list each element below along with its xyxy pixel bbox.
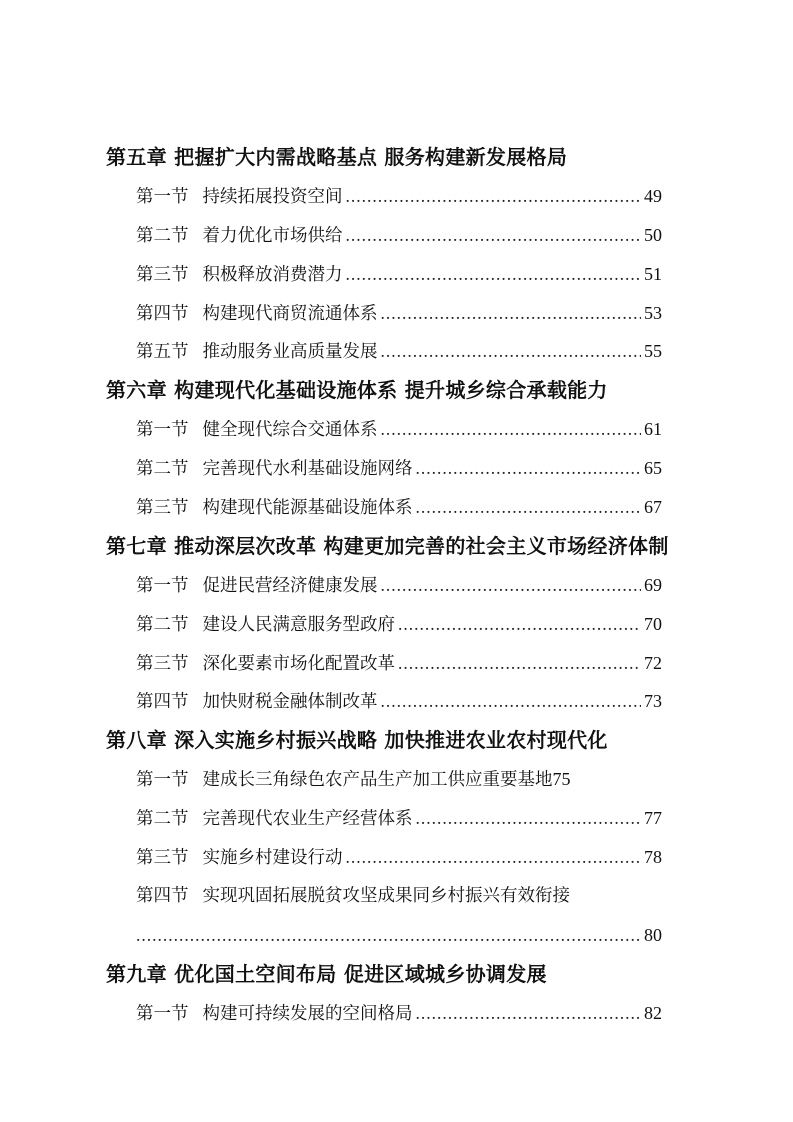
section-number: 第三节 [136,848,189,869]
section-number: 第四节 [136,692,189,713]
dot-leader [398,605,641,644]
section-number: 第三节 [136,264,189,285]
page-number: 49 [644,185,662,206]
toc-entry[interactable] [136,760,662,799]
dot-leader [346,177,642,216]
dot-leader [381,682,642,721]
toc-entry[interactable] [136,488,662,527]
section-title: 健全现代综合交通体系 [202,420,378,441]
section-title: 完善现代农业生产经营体系 [202,809,413,830]
dot-leader [416,994,642,1033]
section-title: 持续拓展投资空间 [202,186,343,207]
toc-entry[interactable] [136,332,662,371]
section-number: 第四节 [136,885,189,906]
toc-entry-continuation[interactable] [136,916,662,955]
chapter-heading[interactable]: 第五章 把握扩大内需战略基点 服务构建新发展格局 [106,145,568,169]
section-number: 第一节 [136,1003,189,1024]
page-number: 75 [552,769,571,790]
toc-entry[interactable] [136,294,662,333]
dot-leader [416,488,642,527]
section-title: 构建现代商贸流通体系 [202,303,378,324]
section-title: 积极释放消费潜力 [202,264,343,285]
section-title: 实施乡村建设行动 [202,848,343,869]
page-number: 50 [644,224,662,245]
chapter-heading[interactable]: 第九章 优化国土空间布局 促进区域城乡协调发展 [106,961,547,986]
section-number: 第三节 [136,498,189,519]
page-number: 67 [644,497,662,518]
toc-entry[interactable] [136,410,662,449]
page-number: 72 [644,652,662,673]
page-number: 78 [644,847,662,868]
dot-leader [381,566,642,605]
section-number: 第一节 [136,420,189,441]
section-title: 着力优化市场供给 [202,225,343,246]
section-title: 构建现代能源基础设施体系 [202,498,413,519]
page-number: 70 [644,613,662,634]
section-number: 第一节 [136,575,189,596]
page-number: 82 [644,1002,662,1023]
section-title: 加快财税金融体制改革 [202,692,378,713]
toc-entry[interactable] [136,177,662,216]
page-number: 51 [644,263,662,284]
page-number: 80 [644,924,662,945]
dot-leader [346,255,642,294]
section-title: 促进民营经济健康发展 [202,575,378,596]
section-title: 推动服务业高质量发展 [202,342,378,363]
page-number: 61 [644,419,662,440]
dot-leader [398,644,641,683]
section-number: 第二节 [136,614,189,635]
dot-leader [136,916,641,955]
dot-leader [381,410,642,449]
dot-leader [416,799,642,838]
chapter-heading[interactable]: 第八章 深入实施乡村振兴战略 加快推进农业农村现代化 [106,728,608,753]
section-title: 建成长三角绿色农产品生产加工供应重要基地 [202,770,553,791]
section-number: 第一节 [136,770,189,791]
chapter-heading[interactable]: 第六章 构建现代化基础设施体系 提升城乡综合承载能力 [106,378,608,403]
toc-entry[interactable] [136,566,662,605]
page-number: 53 [644,302,662,323]
toc-entry[interactable] [136,799,662,838]
toc-entry[interactable] [136,216,662,255]
toc-entry[interactable] [136,449,662,488]
page-number: 55 [644,341,662,362]
page-number: 73 [644,691,662,712]
toc-entry[interactable] [136,877,662,916]
section-number: 第五节 [136,342,189,363]
section-number: 第一节 [136,186,189,207]
toc-entry[interactable] [136,605,662,644]
section-title: 构建可持续发展的空间格局 [202,1003,413,1024]
section-number: 第四节 [136,303,189,324]
table-of-contents [106,138,669,1032]
toc-entry[interactable] [136,255,662,294]
dot-leader [346,838,642,877]
section-title: 实现巩固拓展脱贫攻坚成果同乡村振兴有效衔接 [202,885,570,906]
section-title: 完善现代水利基础设施网络 [202,459,413,480]
page-number: 77 [644,808,662,829]
section-title: 建设人民满意服务型政府 [202,614,395,635]
toc-entry[interactable] [136,994,662,1033]
dot-leader [381,294,642,333]
toc-entry[interactable] [136,682,662,721]
dot-leader [381,332,642,371]
toc-entry[interactable] [136,644,662,683]
chapter-heading[interactable]: 第七章 推动深层次改革 构建更加完善的社会主义市场经济体制 [106,533,669,558]
section-number: 第二节 [136,225,189,246]
toc-entry[interactable] [136,838,662,877]
section-number: 第二节 [136,459,189,480]
page-number: 65 [644,458,662,479]
section-number: 第二节 [136,809,189,830]
section-title: 深化要素市场化配置改革 [202,653,395,674]
page-number: 69 [644,574,662,595]
section-number: 第三节 [136,653,189,674]
dot-leader [416,449,642,488]
dot-leader [346,216,642,255]
